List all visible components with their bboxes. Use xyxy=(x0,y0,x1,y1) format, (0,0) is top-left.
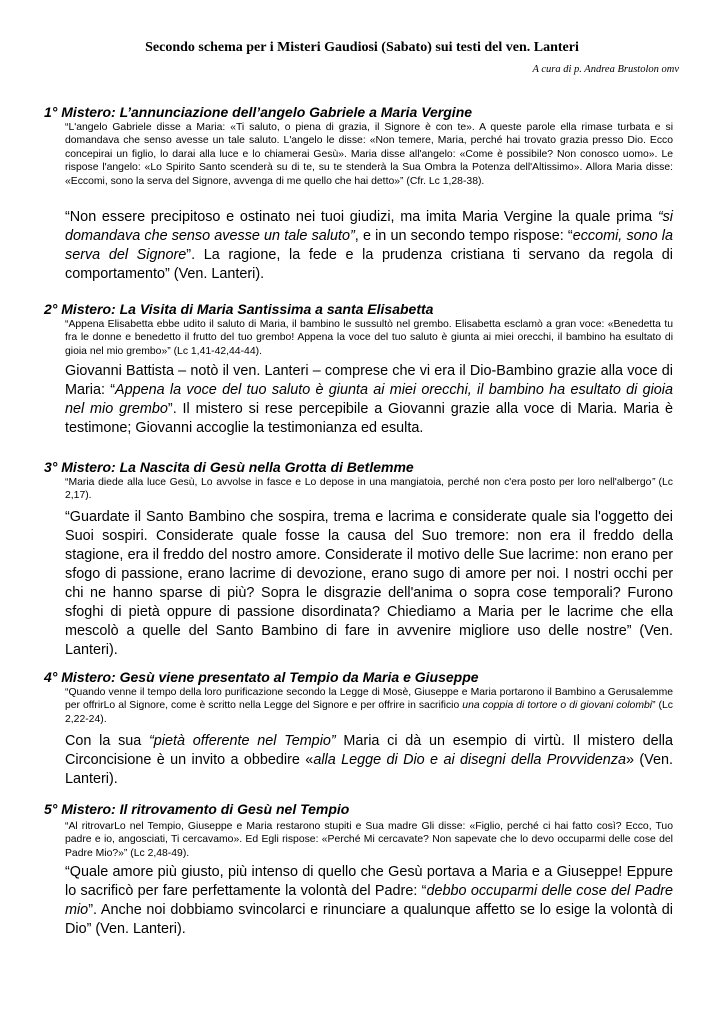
quote-text: (Lc 2,17). xyxy=(65,477,673,502)
mystery-4-commentary xyxy=(65,732,673,789)
commentary-italic: “pietà offerente nel Tempio” xyxy=(149,733,336,749)
mystery-5-quote: “Al ritrovarLo nel Tempio, Giuseppe e Maria restarono stupiti e Sua madre Gli disse: «Figlio, perché ci hai fatto così? Ecco, Tuo padre e io, angosciati, Ti cercavamo». Ed Egli rispose: «Perché Mi cercavate? Non sapevate che lo devo occuparmi delle cose del Padre Mio?»” (Lc 2,48-49). xyxy=(65,821,673,859)
mystery-3-quote xyxy=(65,476,673,503)
mystery-1-quote: “L'angelo Gabriele disse a Maria: «Ti saluto, o piena di grazia, il Signore è con te». A queste parole ella rimase turbata e si domandava che senso avesse un tale saluto. L'angelo le disse: «Non temere, Maria, perché hai trovato grazia presso Dio. Ecco concepirai un figlio, lo darai alla luce e lo chiamerai Gesù». Maria disse all'angelo: «Come è possibile? Non conosco uomo». Le rispose l'angelo: «Lo Spirito Santo scenderà su di te, su te stenderà la Sua Ombra la Potenza dell'Altissimo». Allora Maria disse: «Eccomi, sono la serva del Signore, avvenga di me quello che hai detto»” (Cfr. Lc 1,28-38). xyxy=(65,122,673,187)
mystery-4-heading: 4° Mistero: Gesù viene presentato al Tempio da Maria e Giuseppe xyxy=(44,669,479,685)
document-title: Secondo schema per i Misteri Gaudiosi (Sabato) sui testi del ven. Lanteri xyxy=(145,40,579,55)
mystery-2-quote: “Appena Elisabetta ebbe udito il saluto di Maria, il bambino le sussultò nel grembo. Elisabetta esclamò a gran voce: «Benedetta tu fra le donne e benedetto il frutto del tuo grembo! Appena la voce del tuo saluto è giunta ai miei orecchi, il bambino ha esultato di gioia nel mio grembo»” (Lc 1,41-42,44-44). xyxy=(65,319,673,357)
quote-text: “Maria diede alla luce Gesù, Lo avvolse in fasce e Lo depose in una mangiatoia, perché non c'era posto per loro nell'albergo xyxy=(65,477,652,488)
commentary-italic: debbo occuparmi delle cose del Padre mio xyxy=(65,883,673,918)
commentary-text: Con la sua xyxy=(65,733,150,749)
commentary-text: ”. La ragione, la fede e la prudenza cristiana ti servano da regola di comportamento” (Ven. Lanteri). xyxy=(65,247,673,282)
mystery-1-commentary xyxy=(65,208,673,284)
mystery-2-heading: 2° Mistero: La Visita di Maria Santissima a santa Elisabetta xyxy=(44,301,434,317)
commentary-text: ”. Anche noi dobbiamo svincolarci e rinunciare a qualunque affetto se lo esige la volontà di Dio” (Ven. Lanteri). xyxy=(65,902,673,937)
quote-text: ” (Lc 2,22-24). xyxy=(65,700,673,725)
commentary-text: » (Ven. Lanteri). xyxy=(65,752,673,787)
commentary-italic: “si domandava che senso avesse un tale saluto” xyxy=(65,209,673,244)
commentary-text: Maria ci dà un esempio di virtù. Il mistero della Circoncisione è un invito a obbedire « xyxy=(65,733,673,768)
mystery-3-commentary: “Guardate il Santo Bambino che sospira, trema e lacrima e considerate quale sia l'oggetto dei Suoi sospiri. Considerate quale fosse la causa del Suo tremore: non era il freddo della stagione, era il freddo del nostro amore. Considerate il motivo delle Sue lacrime: non erano per sfogo di passione, erano lacrime di devozione, erano sugo di amore per noi. I nostri occhi per chi ne hanno sparse di più? Sopra le disgrazie dell'anima o sopra cose temporali? Furono sfoghi di pietà oppure di passione disordinata? Chiediamo a Maria per le lacrime che ella mescolò a quelle del Santo Bambino di fare in avvenire migliore uso delle nostre” (Ven. Lanteri). xyxy=(65,509,673,658)
mystery-1-heading: 1° Mistero: L’annunciazione dell’angelo Gabriele a Maria Vergine xyxy=(44,104,473,120)
document-author: A cura di p. Andrea Brustolon omv xyxy=(532,64,679,75)
commentary-text: , e in un secondo tempo rispose: “ xyxy=(354,228,573,244)
mystery-4-quote xyxy=(65,686,673,726)
mystery-5-heading: 5° Mistero: Il ritrovamento di Gesù nel Tempio xyxy=(44,801,350,817)
commentary-italic: eccomi, sono la serva del Signore xyxy=(65,228,674,263)
commentary-italic: Appena la voce del tuo saluto è giunta ai miei orecchi, il bambino ha esultato di gioia nel mio grembo xyxy=(65,382,673,417)
quote-text: “Quando venne il tempo della loro purificazione secondo la Legge di Mosè, Giuseppe e Maria portarono il Bambino a Gerusalemme per offrirLo al Signore, come è scritto nella Legge del Signore e per offrire in sacrificio xyxy=(65,687,673,712)
quote-italic: ” xyxy=(651,477,655,488)
quote-italic: una coppia di tortore o di giovani colombi xyxy=(462,700,653,712)
commentary-italic: alla Legge di Dio e ai disegni della Provvidenza xyxy=(313,752,626,768)
mystery-3-heading: 3° Mistero: La Nascita di Gesù nella Grotta di Betlemme xyxy=(44,459,414,475)
commentary-text: “Non essere precipitoso e ostinato nei tuoi giudizi, ma imita Maria Vergine la quale prima xyxy=(65,209,658,225)
commentary-text: “Quale amore più giusto, più intenso di quello che Gesù portava a Maria e a Giuseppe! Eppure lo sacrificò per fare perfettamente la volontà del Padre: “ xyxy=(65,864,673,899)
mystery-2-commentary xyxy=(65,362,673,438)
commentary-text: ”. Il mistero si rese percepibile a Giovanni grazie alla voce di Maria. Maria è testimone; Giovanni accoglie la testimonianza ed esulta. xyxy=(65,401,673,436)
commentary-text: Giovanni Battista – notò il ven. Lanteri – comprese che vi era il Dio-Bambino grazie alla voce di Maria: “ xyxy=(65,363,673,398)
mystery-5-commentary xyxy=(65,863,673,939)
